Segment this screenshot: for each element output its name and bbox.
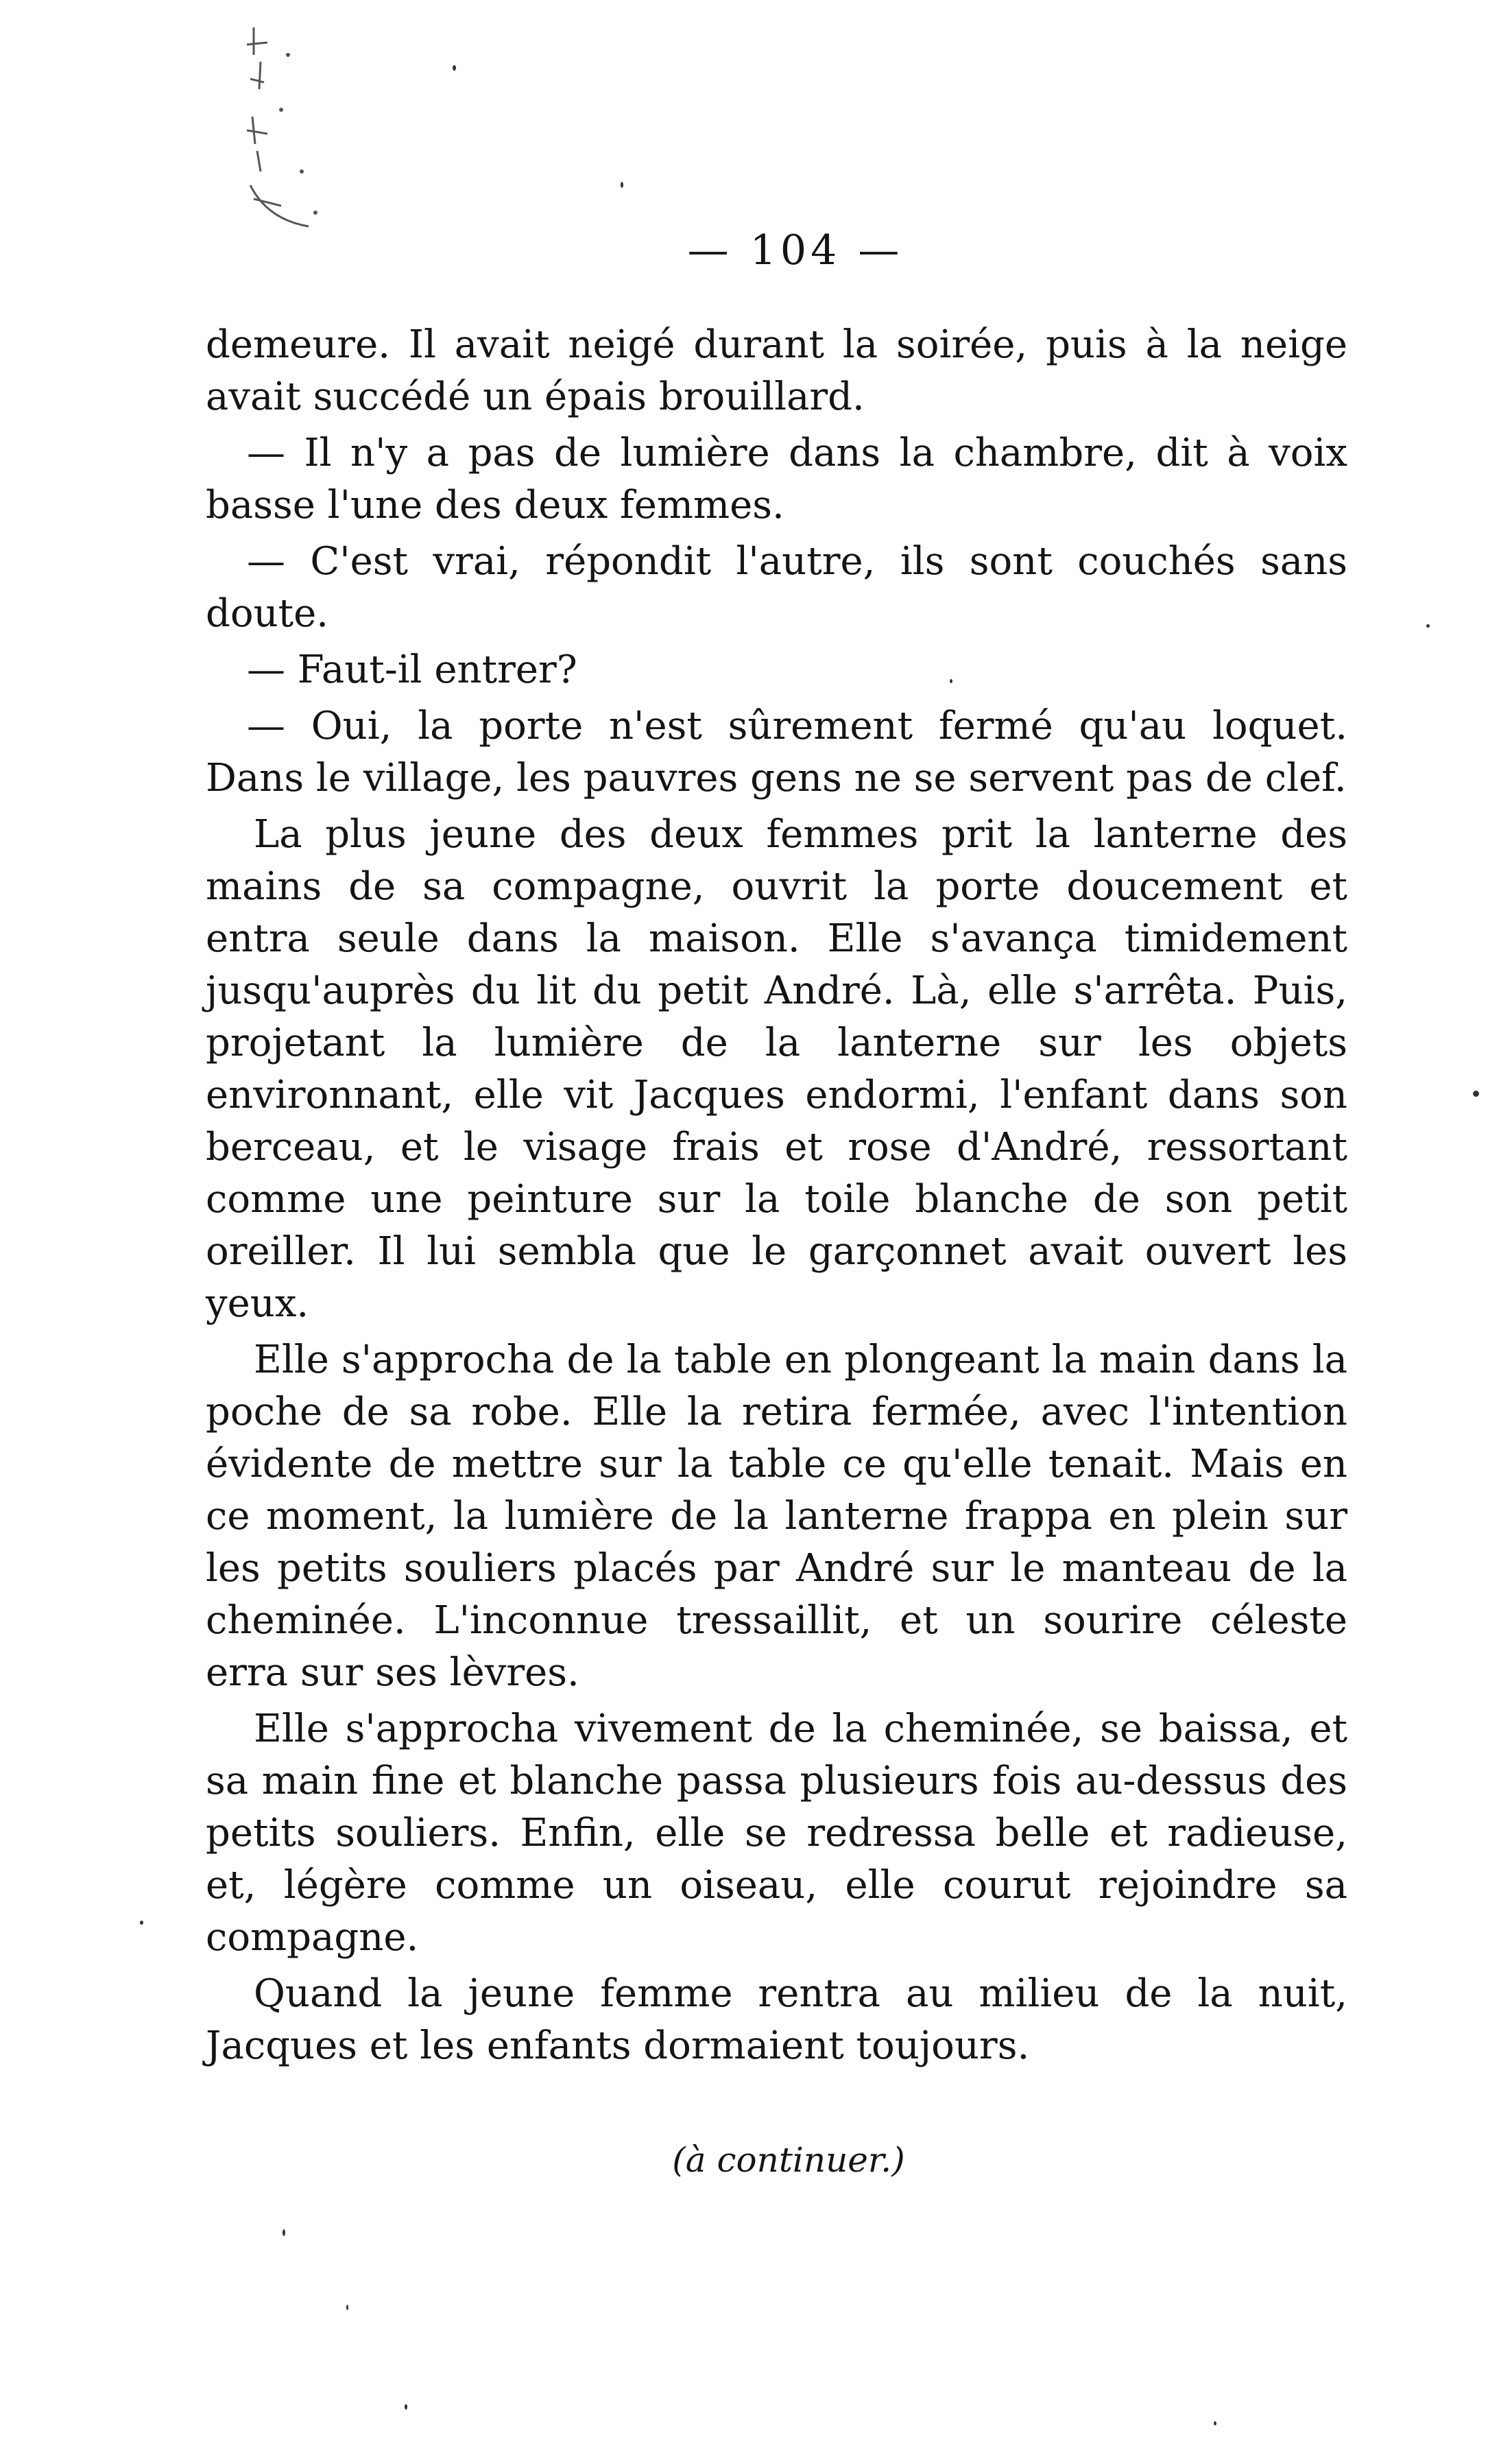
paragraph: Elle s'approcha vivement de la cheminée, se baissa, et sa main fine et blanche passa plusieurs fois au-dessus des petits souliers. Enfin, elle se redressa belle et radieuse, et, légère comme un oiseau, elle courut rejoindre sa compagne.	[206, 1707, 1347, 1960]
page-number: — 104 —	[687, 226, 904, 274]
ink-speck	[621, 182, 623, 188]
paragraph: Quand la jeune femme rentra au milieu de la nuit, Jacques et les enfants dormaient toujours.	[206, 1971, 1347, 2068]
paragraph: Elle s'approcha de la table en plongeant la main dans la poche de sa robe. Elle la retira fermée, avec l'intention évidente de mettre sur la table ce qu'elle tenait. Mais en ce moment, la lumière de la lanterne frappa en plein sur les petits souliers placés par André sur le manteau de la cheminée. L'inconnue tressaillit, et un sourire céleste erra sur ses lèvres.	[206, 1338, 1347, 1695]
ink-speck	[140, 1921, 143, 1925]
ink-speck	[1426, 624, 1430, 628]
paragraph: — Faut-il entrer?	[247, 648, 577, 692]
paragraph: La plus jeune des deux femmes prit la lanterne des mains de sa compagne, ouvrit la porte doucement et entra seule dans la maison. Elle s'avança timidement jusqu'auprès du lit du petit André. Là, elle s'arrêta. Puis, projetant la lumière de la lanterne sur les objets environnant, elle vit Jacques endormi, l'enfant dans son berceau, et le visage frais et rose d'André, ressortant comme une peinture sur la toile blanche de son petit oreiller. Il lui sembla que le garçonnet avait ouvert les yeux.	[206, 812, 1347, 1326]
ink-speck	[1214, 2421, 1216, 2425]
paragraph: — Il n'y a pas de lumière dans la chambre, dit à voix basse l'une des deux femmes.	[206, 431, 1347, 527]
library-stamp-mark	[240, 14, 336, 233]
ink-speck	[405, 2404, 407, 2410]
ink-speck	[283, 2229, 285, 2236]
paragraph: — Oui, la porte n'est sûrement fermé qu'au loquet. Dans le village, les pauvres gens ne se servent pas de clef.	[206, 704, 1347, 800]
ink-speck	[1473, 1091, 1479, 1097]
body-text	[206, 319, 1347, 2076]
ink-speck	[453, 65, 456, 71]
continuation-note: (à continuer.)	[672, 2140, 905, 2180]
ink-speck	[346, 2305, 348, 2310]
ink-speck	[950, 679, 952, 683]
paragraph: demeure. Il avait neigé durant la soirée, puis à la neige avait succédé un épais brouillard.	[206, 322, 1347, 419]
paragraph: — C'est vrai, répondit l'autre, ils sont couchés sans doute.	[206, 539, 1347, 636]
